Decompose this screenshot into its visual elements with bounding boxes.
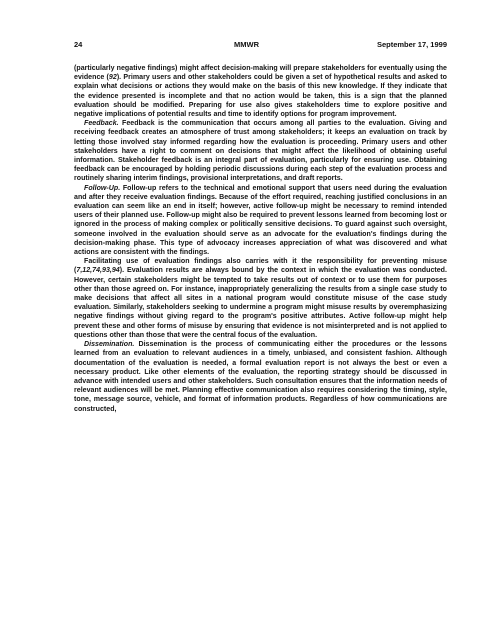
run-in-heading: Follow-Up. [84,184,121,192]
paragraph-dissemination [74,340,447,414]
paragraph-follow-up [74,184,447,258]
page-number: 24 [74,40,83,49]
citation: 7,12,74,93,94 [76,267,120,275]
text-run: Feedback is the communication that occurs among all parties to the evaluation. Giving and receiving feedback creates an atmosphere of trust among stakeholders; it keeps an evaluation on track by letting those involved stay informed regarding how the evaluation is proceeding. Primary users and other stakeholders have a right to comment on decisions that might affect the likelihood of obtaining useful information. Stakeholder feedback is an integral part of evaluation, particularly for ensuring use. Obtaining feedback can be encouraged by holding periodic discussions during each step of the evaluation process and routinely sharing interim findings, provisional interpretations, and draft reports. [74,120,447,183]
paragraph-feedback [74,119,447,183]
issue-date: September 17, 1999 [376,40,447,49]
text-run: (particularly negative findings) might affect decision-making will prepare stakeholders for eventually using the evidence ( [74,65,447,82]
text-run: ). Primary users and other stakeholders could be given a set of hypothetical results and asked to explain what decisions or actions they would make on the basis of this new knowledge. If they indicate that the evidence presented is incomplete and that no action would be taken, this is a sign that the planned evaluation should be modified. Preparing for use also gives stakeholders time to explore positive and negative implications of potential results and time to identify options for program improvement. [74,74,447,119]
run-in-heading: Dissemination. [84,341,135,349]
body-text [74,64,447,414]
text-run: Facilitating use of evaluation findings also carries with it the responsibility for preventing misuse ( [74,258,447,275]
text-run: ). Evaluation results are always bound by the context in which the evaluation was conducted. However, certain stakeholders might be tempted to take results out of context or to use them for purposes other than those agreed on. For instance, inappropriately generalizing the results from a single case study to make decisions that affect all sites in a national program would constitute misuse of the case study evaluation. Similarly, stakeholders seeking to undermine a program might misuse results by overemphasizing negative findings without giving regard to the program's positive attributes. Active follow-up might help prevent these and other forms of misuse by ensuring that evidence is not misinterpreted and is not applied to questions other than those that were the central focus of the evaluation. [74,267,447,339]
journal-title: MMWR [234,40,259,49]
text-run: Dissemination is the process of communicating either the procedures or the lessons learned from an evaluation to relevant audiences in a timely, unbiased, and consistent fashion. Although documentation of the evaluation is needed, a formal evaluation report is not always the best or even a necessary product. Like other elements of the evaluation, the reporting strategy should be discussed in advance with intended users and other stakeholders. Such consultation ensures that the information needs of relevant audiences will be met. Planning effective communication also requires considering the timing, style, tone, message source, vehicle, and format of information products. Regardless of how communications are constructed, [74,341,447,413]
text-run: Follow-up refers to the technical and emotional support that users need during the evaluation and after they receive evaluation findings. Because of the effort required, reaching justified conclusions in an evaluation can seem like an end in itself; however, active follow-up might be necessary to remind intended users of their planned use. Follow-up might also be required to prevent lessons learned from becoming lost or ignored in the process of making complex or politically sensitive decisions. To guard against such oversight, someone involved in the evaluation should serve as an advocate for the evaluation's findings during the decision-making phase. This type of advocacy increases appreciation of what was discovered and what actions are consistent with the findings. [74,184,447,257]
citation: 92 [108,74,117,82]
paragraph-continuation [74,64,447,119]
paragraph-misuse [74,257,447,340]
run-in-heading: Feedback. [84,120,119,128]
running-header [74,40,447,52]
